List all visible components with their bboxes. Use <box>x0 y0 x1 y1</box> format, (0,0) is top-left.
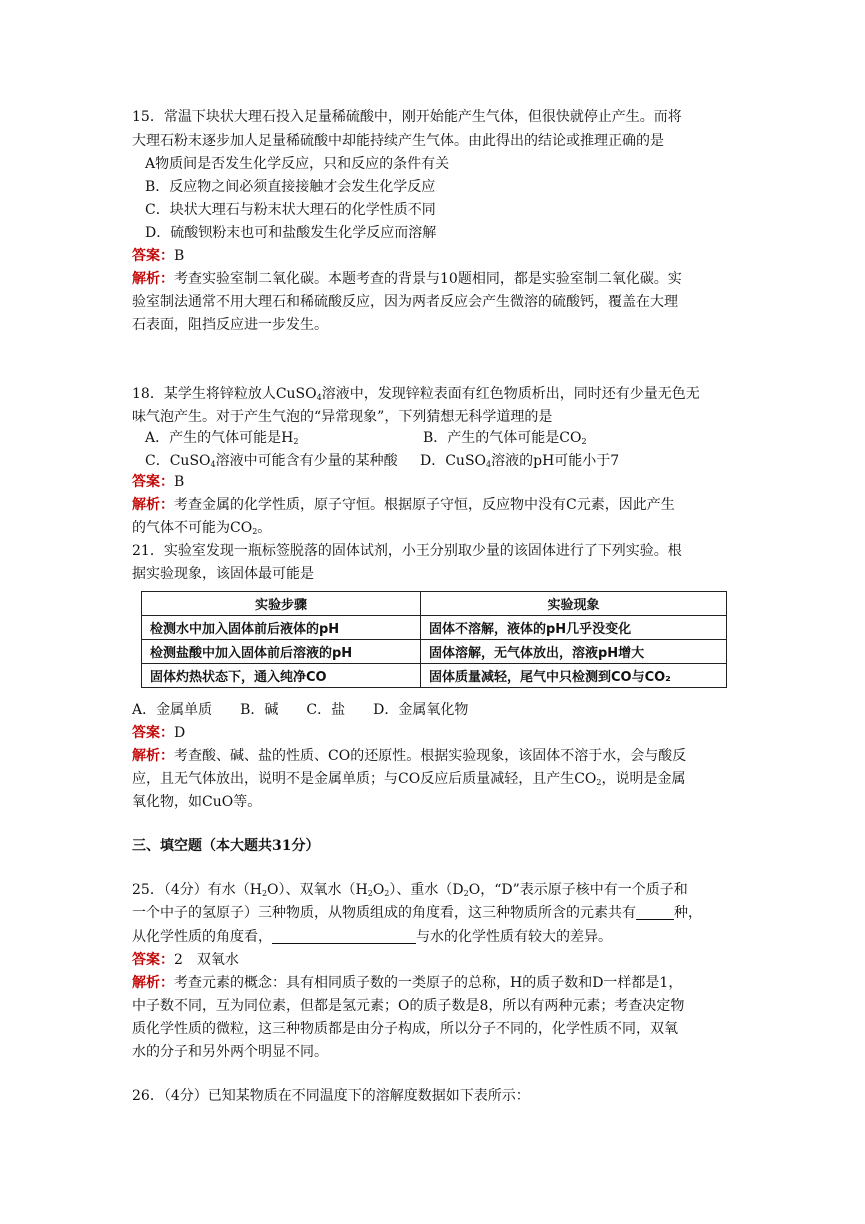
text: 种， <box>674 905 702 921</box>
text: B．产生的气体可能是CO <box>423 430 582 446</box>
q18-stem-line2: 味气泡产生。对于产生气泡的“异常现象”，下列猜想无科学道理的是 <box>132 409 553 425</box>
analysis-label: 解析： <box>132 975 174 991</box>
q15-option-c: C．块状大理石与粉末状大理石的化学性质不同 <box>145 202 436 218</box>
answer-label: 答案： <box>132 474 174 490</box>
fill-blank <box>636 904 674 920</box>
subscript: 2 <box>384 889 390 898</box>
q21-stem-line2: 据实验现象，该固体最可能是 <box>132 566 314 582</box>
text: O）、双氧水（H <box>267 882 368 898</box>
text: ，说明是金属 <box>601 771 686 787</box>
table-header-row <box>142 592 727 616</box>
q21-analysis-line2 <box>132 768 685 790</box>
experiment-table <box>141 591 727 688</box>
answer-value: 2 双氧水 <box>174 952 239 968</box>
text: A．产生的气体可能是H <box>145 430 294 446</box>
answer-value: B <box>174 474 185 490</box>
analysis-label: 解析： <box>132 497 174 513</box>
q25-analysis-line2: 中子数不同，互为同位素，但都是氢元素；O的质子数是8，所以有两种元素；考查决定物 <box>132 998 685 1014</box>
text: 。 <box>257 520 272 536</box>
analysis-text: 考查金属的化学性质，原子守恒。根据原子守恒，反应物中没有C元素，因此产生 <box>174 497 675 513</box>
answer-label: 答案： <box>132 248 174 264</box>
text: 25．（4分）有水（H <box>132 882 262 898</box>
q21-analysis-line3: 氧化物，如CuO等。 <box>132 794 262 810</box>
q18-analysis-line1 <box>132 494 675 516</box>
q18-option-a <box>145 427 298 449</box>
q15-stem-line2: 大理石粉末逐步加人足量稀硫酸中却能持续产生气体。由此得出的结论或推理正确的是 <box>132 133 664 149</box>
subscript: 4 <box>210 460 216 469</box>
text: 的气体不可能为CO <box>132 520 253 536</box>
q18-option-c <box>145 450 398 472</box>
q15-analysis-line2: 验室制法通常不用大理石和稀硫酸反应，因为两者反应会产生微溶的硫酸钙，覆盖在大理 <box>132 294 678 310</box>
q18-answer <box>132 471 184 493</box>
text: 溶液中，发现锌粒表面有红色物质析出，同时还有少量无色无 <box>321 386 700 402</box>
subscript: 4 <box>486 460 492 469</box>
q18-option-d <box>420 450 619 472</box>
table-row <box>142 640 727 664</box>
table-header-cell: 实验步骤 <box>142 592 421 616</box>
section-heading: 三、填空题（本大题共31分） <box>132 838 320 854</box>
text: O，“D”表示原子核中有一个质子和 <box>468 882 688 898</box>
text: C．CuSO <box>145 453 211 469</box>
text: 一个中子的氢原子）三种物质，从物质组成的角度看，这三种物质所含的元素共有 <box>132 905 636 921</box>
text: 溶液中可能含有少量的某种酸 <box>215 453 398 469</box>
table-cell: 固体质量减轻，尾气中只检测到CO与CO₂ <box>421 664 727 688</box>
table-row <box>142 616 727 640</box>
q15-option-b: B．反应物之间必须直接接触才会发生化学反应 <box>145 179 436 195</box>
analysis-label: 解析： <box>132 271 174 287</box>
q18-analysis-line2 <box>132 517 271 539</box>
q25-stem-line3 <box>132 926 612 948</box>
q25-answer <box>132 949 239 971</box>
text: 从化学性质的角度看， <box>132 929 272 945</box>
text: 溶液的pH可能小于7 <box>491 453 620 469</box>
subscript: 2 <box>463 889 469 898</box>
q15-option-a: A物质间是否发生化学反应，只和反应的条件有关 <box>145 156 450 172</box>
analysis-text: 考查酸、碱、盐的性质、CO的还原性。根据实验现象，该固体不溶于水，会与酸反 <box>174 748 687 764</box>
q26-stem: 26．（4分）已知某物质在不同温度下的溶解度数据如下表所示： <box>132 1088 530 1104</box>
answer-label: 答案： <box>132 725 174 741</box>
q25-stem-line2 <box>132 902 702 924</box>
text: ）、重水（D <box>389 882 464 898</box>
subscript: 2 <box>367 889 373 898</box>
q25-stem-line1 <box>132 879 688 901</box>
answer-value: B <box>174 248 185 264</box>
q15-analysis-line3: 石表面，阻挡反应进一步发生。 <box>132 317 328 333</box>
subscript: 2 <box>581 437 587 446</box>
table-cell: 固体不溶解，液体的pH几乎没变化 <box>421 616 727 640</box>
text: 与水的化学性质有较大的差异。 <box>416 929 612 945</box>
table-row <box>142 664 727 688</box>
q25-analysis-line1 <box>132 972 682 994</box>
table-cell: 固体溶解，无气体放出，溶液pH增大 <box>421 640 727 664</box>
analysis-label: 解析： <box>132 748 174 764</box>
q21-answer <box>132 722 185 744</box>
subscript: 2 <box>293 437 299 446</box>
fill-blank <box>272 928 416 944</box>
answer-value: D <box>174 725 186 741</box>
analysis-text: 考查实验室制二氧化碳。本题考查的背景与10题相同，都是实验室制二氧化碳。实 <box>174 271 682 287</box>
q21-stem-line1: 21．实验室发现一瓶标签脱落的固体试剂，小王分别取少量的该固体进行了下列实验。根 <box>132 543 682 559</box>
q21-options: A．金属单质 B．碱 C．盐 D．金属氧化物 <box>132 702 469 718</box>
text: 应，且无气体放出，说明不是金属单质；与CO反应后质量减轻，且产生CO <box>132 771 597 787</box>
q15-option-d: D．硫酸钡粉末也可和盐酸发生化学反应而溶解 <box>145 225 437 241</box>
text: D．CuSO <box>420 453 487 469</box>
analysis-text: 考查元素的概念：具有相同质子数的一类原子的总称，H的质子数和D一样都是1， <box>174 975 683 991</box>
q18-stem-line1 <box>132 383 700 405</box>
q25-analysis-line3: 质化学性质的微粒，这三种物质都是由分子构成，所以分子不同的，化学性质不同，双氧 <box>132 1021 678 1037</box>
q25-analysis-line4: 水的分子和另外两个明显不同。 <box>132 1044 328 1060</box>
subscript: 4 <box>316 393 322 402</box>
table-cell: 检测水中加入固体前后液体的pH <box>142 616 421 640</box>
table-header-cell: 实验现象 <box>421 592 727 616</box>
q21-analysis-line1 <box>132 745 686 767</box>
table-cell: 固体灼热状态下，通入纯净CO <box>142 664 421 688</box>
subscript: 2 <box>261 889 268 898</box>
text: O <box>372 882 385 898</box>
q15-stem-line1: 15．常温下块状大理石投入足量稀硫酸中，刚开始能产生气体，但很快就停止产生。而将 <box>132 109 682 125</box>
subscript: 2 <box>596 778 602 787</box>
formula: CuSO <box>275 386 317 402</box>
q18-option-b <box>423 427 587 449</box>
answer-label: 答案： <box>132 952 174 968</box>
text: 18．某学生将锌粒放人 <box>132 386 276 402</box>
q15-answer <box>132 245 184 267</box>
q15-analysis-line1 <box>132 268 682 290</box>
table-cell: 检测盐酸中加入固体前后溶液的pH <box>142 640 421 664</box>
subscript: 2 <box>252 527 258 536</box>
